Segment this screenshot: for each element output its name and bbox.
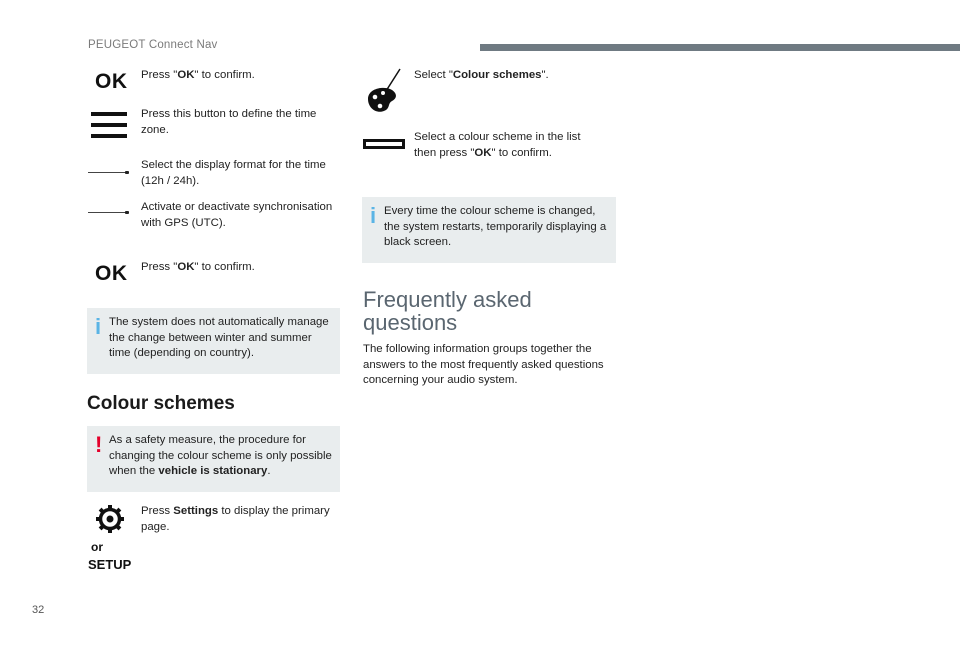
step-confirm-text: Press "OK" to confirm. <box>141 69 255 81</box>
section-heading-colour-schemes: Colour schemes <box>87 393 235 414</box>
setup-label: SETUP <box>88 557 132 572</box>
info-icon: i <box>95 314 102 339</box>
ok-icon: OK <box>95 262 128 285</box>
info-icon: i <box>370 203 377 228</box>
ok-icon: OK <box>95 70 128 93</box>
info-note <box>362 197 616 263</box>
info-note-text: Every time the colour scheme is changed, the system restarts, temporarily displaying a black screen. <box>384 205 607 248</box>
info-note <box>87 308 340 374</box>
step-gps-text: Activate or deactivate synchronisation with GPS (UTC). <box>141 201 333 229</box>
step-format-text: Select the display format for the time (12h / 24h). <box>141 159 326 187</box>
header-bar <box>480 44 960 51</box>
section-heading-faq: Frequently asked questions <box>363 287 532 335</box>
step-select-scheme-text: Select a colour scheme in the list then press "OK" to confirm. <box>414 131 581 159</box>
step-time-zone-text: Press this button to define the time zone. <box>141 108 317 136</box>
list-bar-icon <box>363 139 405 149</box>
line-icon <box>88 171 130 175</box>
running-header: PEUGEOT Connect Nav <box>88 39 218 51</box>
step-select-colour-schemes-text: Select "Colour schemes". <box>414 69 549 81</box>
warning-note-text: As a safety measure, the procedure for changing the colour scheme is only possible when the vehicle is stationary. <box>109 434 332 477</box>
settings-icon <box>96 505 124 533</box>
warning-note <box>87 426 340 492</box>
faq-intro-text: The following information groups together the answers to the most frequently asked questions concerning your audio system. <box>363 343 604 386</box>
step-settings-text: Press Settings to display the primary page. <box>141 505 330 533</box>
line-icon <box>88 211 130 215</box>
menu-icon <box>91 112 127 138</box>
warning-icon: ! <box>95 432 103 457</box>
page-number: 32 <box>32 604 45 616</box>
step-confirm-text: Press "OK" to confirm. <box>141 261 255 273</box>
info-note-text: The system does not automatically manage the change between winter and summer time (depending on country). <box>109 316 329 359</box>
or-label: or <box>91 540 103 554</box>
palette-icon <box>364 65 404 115</box>
